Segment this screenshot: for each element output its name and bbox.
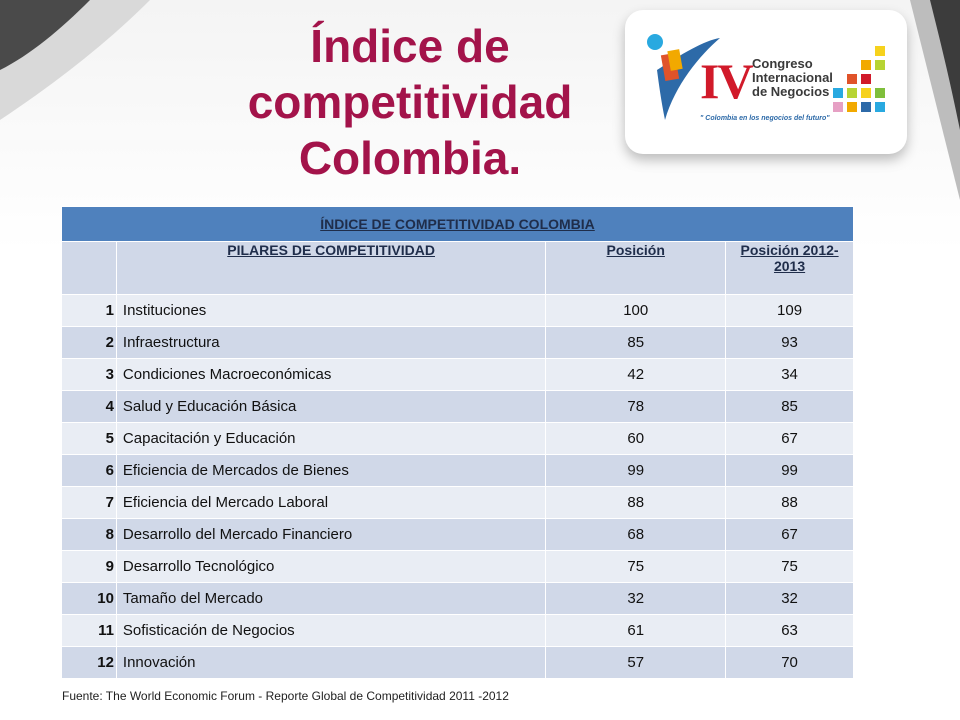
table-header-row — [62, 242, 854, 295]
position-2012-2013-value: 32 — [726, 583, 854, 615]
table-row — [62, 359, 854, 391]
position-value: 99 — [546, 455, 726, 487]
table-caption-row — [62, 207, 854, 242]
table-row — [62, 519, 854, 551]
table-caption: ÍNDICE DE COMPETITIVIDAD COLOMBIA — [62, 207, 854, 242]
position-2012-2013-value: 34 — [726, 359, 854, 391]
row-number: 4 — [62, 391, 117, 423]
table-row — [62, 583, 854, 615]
page-title: Índice de competitividad Colombia. — [247, 20, 573, 184]
row-number: 11 — [62, 615, 117, 647]
position-2012-2013-value: 67 — [726, 423, 854, 455]
pillar-name: Instituciones — [116, 295, 545, 327]
pillar-name: Desarrollo del Mercado Financiero — [116, 519, 545, 551]
position-value: 32 — [546, 583, 726, 615]
pillar-name: Condiciones Macroeconómicas — [116, 359, 545, 391]
row-number: 8 — [62, 519, 117, 551]
pillar-name: Salud y Educación Básica — [116, 391, 545, 423]
position-2012-2013-value: 85 — [726, 391, 854, 423]
source-note: Fuente: The World Economic Forum - Reporte Global de Competitividad 2011 -2012 — [62, 689, 509, 703]
header-position-2012-2013: Posición 2012-2013 — [726, 242, 854, 295]
row-number: 1 — [62, 295, 117, 327]
table-row — [62, 423, 854, 455]
header-position: Posición — [546, 242, 726, 295]
table-row — [62, 455, 854, 487]
position-value: 75 — [546, 551, 726, 583]
logo-name-line: Internacional — [752, 70, 833, 85]
row-number: 12 — [62, 647, 117, 679]
position-value: 60 — [546, 423, 726, 455]
logo-tagline: " Colombia en los negocios del futuro" — [700, 115, 830, 122]
position-2012-2013-value: 70 — [726, 647, 854, 679]
pillar-name: Eficiencia del Mercado Laboral — [116, 487, 545, 519]
pillar-name: Infraestructura — [116, 327, 545, 359]
logo-name-line: de Negocios — [752, 84, 830, 99]
position-value: 68 — [546, 519, 726, 551]
position-value: 100 — [546, 295, 726, 327]
row-number: 6 — [62, 455, 117, 487]
row-number: 5 — [62, 423, 117, 455]
position-value: 85 — [546, 327, 726, 359]
row-number: 7 — [62, 487, 117, 519]
table-row — [62, 391, 854, 423]
table-row — [62, 615, 854, 647]
table-row — [62, 327, 854, 359]
header-number — [62, 242, 117, 295]
pillar-name: Innovación — [116, 647, 545, 679]
logo-numeral: IV — [700, 53, 752, 109]
position-2012-2013-value: 63 — [726, 615, 854, 647]
pillar-name: Desarrollo Tecnológico — [116, 551, 545, 583]
row-number: 9 — [62, 551, 117, 583]
pillar-name: Sofisticación de Negocios — [116, 615, 545, 647]
position-2012-2013-value: 88 — [726, 487, 854, 519]
header-pillars: PILARES DE COMPETITIVIDAD — [116, 242, 545, 295]
row-number: 10 — [62, 583, 117, 615]
table-row — [62, 551, 854, 583]
position-2012-2013-value: 67 — [726, 519, 854, 551]
background-swoosh-right — [900, 0, 960, 220]
table-row — [62, 487, 854, 519]
table-row — [62, 295, 854, 327]
position-value: 78 — [546, 391, 726, 423]
position-2012-2013-value: 75 — [726, 551, 854, 583]
position-value: 88 — [546, 487, 726, 519]
position-2012-2013-value: 109 — [726, 295, 854, 327]
position-value: 57 — [546, 647, 726, 679]
table-row — [62, 647, 854, 679]
logo-name-line: Congreso — [752, 56, 813, 71]
pillar-name: Tamaño del Mercado — [116, 583, 545, 615]
competitiveness-table — [61, 206, 854, 679]
logo-name — [752, 57, 833, 99]
position-value: 61 — [546, 615, 726, 647]
position-2012-2013-value: 99 — [726, 455, 854, 487]
pillar-name: Eficiencia de Mercados de Bienes — [116, 455, 545, 487]
pillar-name: Capacitación y Educación — [116, 423, 545, 455]
row-number: 2 — [62, 327, 117, 359]
position-value: 42 — [546, 359, 726, 391]
row-number: 3 — [62, 359, 117, 391]
position-2012-2013-value: 93 — [726, 327, 854, 359]
